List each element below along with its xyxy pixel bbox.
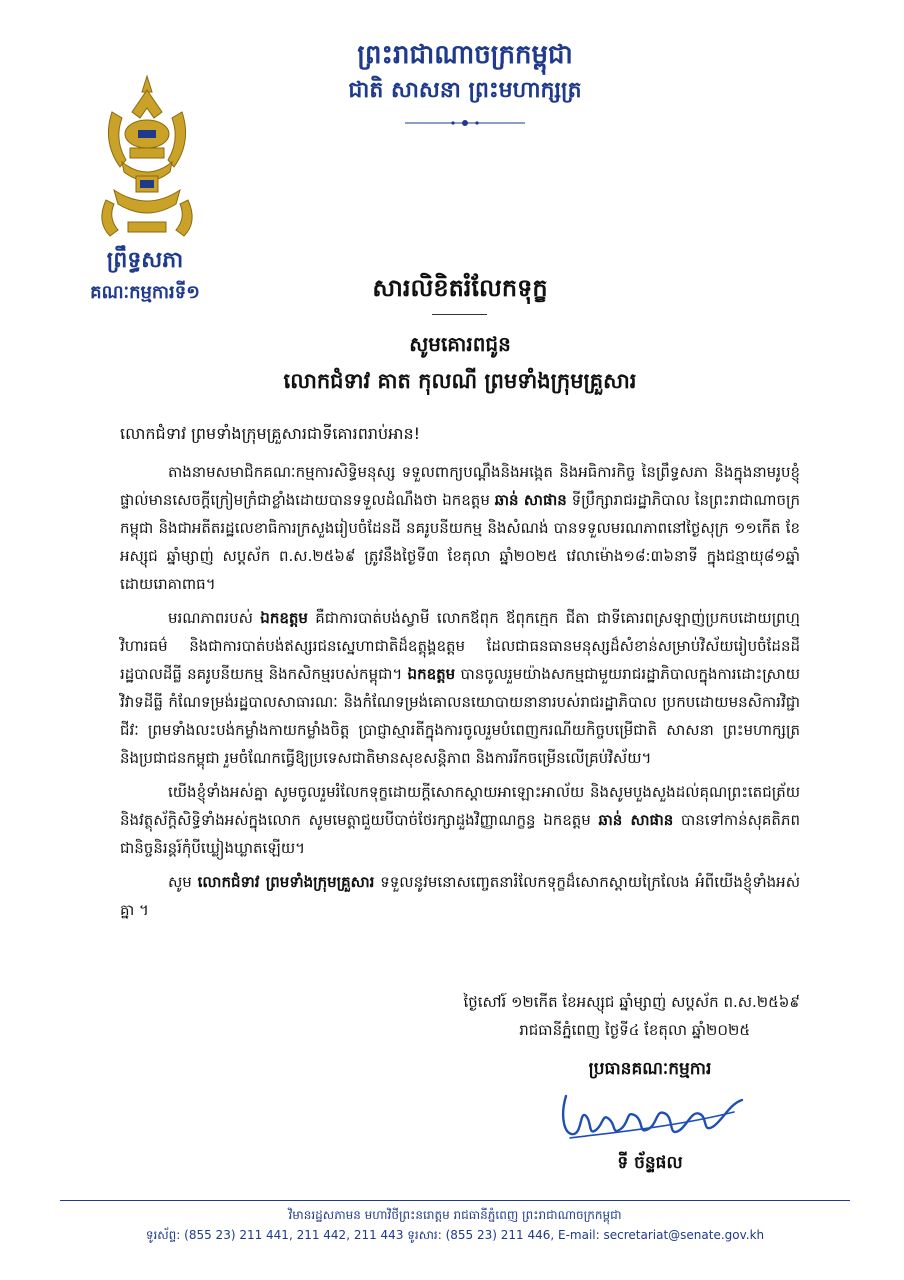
paragraph-2 (120, 604, 800, 772)
senate-emblem-icon (92, 72, 202, 242)
paragraph-2-text-c: បានចូលរួមយ៉ាងសកម្មជាមួយរាជរដ្ឋាភិបាលក្នុងការដោះស្រាយវិវាទដីធ្លី កំណែទម្រង់រដ្ឋបាលសាធារណៈ និងកំណែទម្រង់គោលនយោបាយនានារបស់រាជរដ្ឋាភិបាល ប្រកបដោយមនសិការវិជ្ជាជីវៈ ព្រមទាំងលះបង់កម្លាំងកាយកម្លាំងចិត្ត ប្រាជ្ញាស្មារតីក្នុងការចូលរួមបំពេញករណីយកិច្ចបម្រើជាតិ សាសនា ព្រះមហាក្សត្រ និងប្រជាជនកម្ពុជា រួមចំណែកធ្វើឱ្យប្រទេសជាតិមានសុខសន្តិភាព និងការរីកចម្រើនលើគ្រប់វិស័យ។ (120, 665, 800, 767)
document-title: សារលិខិតរំលែកទុក្ខ (372, 274, 548, 302)
paragraph-3-text-b: បានទៅកាន់សុគតិភពជានិច្ចនិរន្តរ៍កុំបីឃ្លៀងឃ្លាតឡើយ។ (120, 811, 800, 857)
lunar-date: ថ្ងៃសៅរ៍ ១២កើត ខែអស្សុជ ឆ្នាំម្សាញ់ សប្តស័ក ព.ស.២៥៦៩ (463, 993, 800, 1011)
senate-name: ព្រឹទ្ធសភា (106, 248, 184, 273)
signature-icon (558, 1086, 748, 1148)
greeting: លោកជំទាវ ព្រមទាំងក្រុមគ្រួសារជាទីគោរពរាប់អាន! (120, 424, 421, 443)
paragraph-1-text-a: តាងនាមសមាជិកគណៈកម្មការសិទ្ធិមនុស្ស ទទួលពាក្យបណ្តឹងនិងអង្កេត និងអធិការកិច្ច នៃព្រឹទ្ធសភា និងក្នុងនាមរូបខ្ញុំផ្ទាល់មានសេចក្តីក្រៀមក្រំជាខ្លាំងដោយបានទទួលដំណឹងថា ឯកឧត្តម (120, 463, 800, 509)
footer-divider (60, 1200, 850, 1201)
solar-date: រាជធានីភ្នំពេញ ថ្ងៃទី៤ ខែតុលា ឆ្នាំ២០២៥ (519, 1021, 750, 1039)
paragraph-4-text-b: ទទួលនូវមនោសញ្ចេតនារំលែកទុក្ខដ៏សោកស្តាយក្រៃលែង អំពីយើងខ្ញុំទាំងអស់គ្នា ។ (120, 873, 800, 919)
recipient-bold: លោកជំទាវ ព្រមទាំងក្រុមគ្រួសារ (197, 873, 375, 891)
salutation-to: សូមគោរពជូន (409, 332, 511, 356)
committee-name: គណៈកម្មការទី១ (90, 282, 200, 303)
paragraph-1 (120, 458, 800, 598)
paragraph-1-text-b: ទីប្រឹក្សារាជរដ្ឋាភិបាល នៃព្រះរាជាណាចក្រកម្ពុជា និងជាអតីតរដ្ឋលេខាធិការក្រសួងរៀបចំដែនដី នគរូបនីយកម្ម និងសំណង់ បានទទួលមរណភាពនៅថ្ងៃសុក្រ ១១កើត ខែអស្សុជ ឆ្នាំម្សាញ់ សប្តស័ក ព.ស.២៥៦៩ ត្រូវនឹងថ្ងៃទី៣ ខែតុលា ឆ្នាំ២០២៥ វេលាម៉ោង១៨:៣៦នាទី ក្នុងជន្មាយុ៨១ឆ្នាំ ដោយរោគាពាធ។ (120, 491, 800, 593)
honorific-1: ឯកឧត្តម (260, 609, 308, 627)
paragraph-3 (120, 778, 800, 862)
paragraph-4 (120, 868, 800, 924)
kingdom-motto: ជាតិ សាសនា ព្រះមហាក្សត្រ (348, 78, 582, 103)
paragraph-2-text-b: គឺជាការបាត់បង់ស្វាមី លោកឪពុក ឪពុកក្មេក ជីតា ជាទីគោរពស្រឡាញ់ប្រកបដោយព្រហ្មវិហារធម៌ និងជាការបាត់បង់ឥស្សរជនស្នេហាជាតិដ៏ឧត្តុង្គឧត្តម ដែលជាធនធានមនុស្សដ៏សំខាន់សម្រាប់វិស័យរៀបចំដែនដី រដ្ឋបាលដីធ្លី នគរូបនីយកម្ម និងកសិកម្មរបស់កម្ពុជា។ (120, 609, 800, 683)
divider-ornament-icon (405, 118, 525, 128)
paragraph-2-text-a: មរណភាពរបស់ (168, 609, 253, 627)
signer-name: ទី ច័ន្ទផល (617, 1153, 683, 1173)
footer-address: វិមានរដ្ឋសភាមន មហាវិថីព្រះនរោត្តម រាជធានីភ្នំពេញ ព្រះរាជាណាចក្រកម្ពុជា (288, 1208, 622, 1222)
deceased-name-2: ឆាន់ សាផាន (598, 811, 674, 829)
deceased-name: ឆាន់ សាផាន (494, 491, 567, 509)
paragraph-3-text-a: យើងខ្ញុំទាំងអស់គ្នា សូមចូលរួមរំលែកទុក្ខដោយក្តីសោកស្តាយអាឡោះអាល័យ និងសូមបួងសួងដល់គុណព្រះតេជត្រ័យ និងវត្ថុស័ក្តិសិទ្ធិទាំងអស់ក្នុងលោក សូមមេត្តាជួយបីបាច់ថែរក្សាដួងវិញ្ញាណក្ខន្ធ ឯកឧត្តម (120, 783, 800, 829)
footer-contact: ទូរស័ព្ទ: (855 23) 211 441, 211 442, 211 443 ទូរសារ: (855 23) 211 446, E-mail: secretariat@senate.gov.kh (145, 1228, 765, 1242)
honorific-2: ឯកឧត្តម (407, 665, 456, 683)
kingdom-title: ព្រះរាជាណាចក្រកម្ពុជា (357, 40, 573, 70)
recipient-name: លោកជំទាវ គាត កុលណី ព្រមទាំងក្រុមគ្រួសារ (283, 369, 637, 393)
title-divider (432, 314, 487, 315)
letter-body (120, 420, 800, 930)
paragraph-4-text-a: សូម (168, 873, 192, 891)
date-block (380, 988, 800, 1044)
signatory-title: ប្រធានគណៈកម្មការ (588, 1059, 712, 1079)
